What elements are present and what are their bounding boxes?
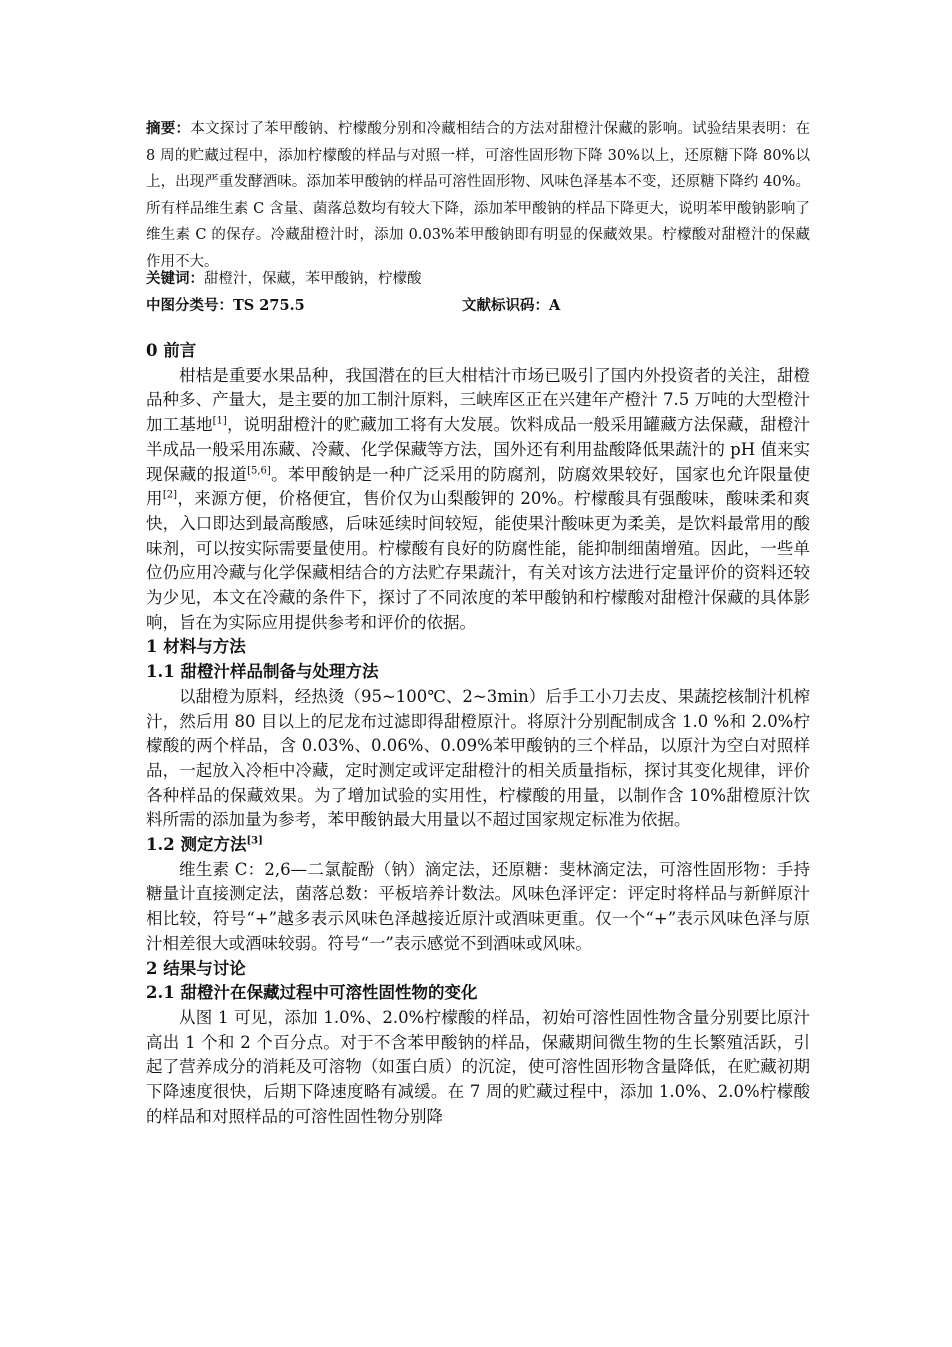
clc-number: 中图分类号：TS 275.5 — [146, 297, 305, 314]
citation: [1] — [212, 415, 227, 427]
keywords — [146, 267, 810, 291]
abstract-label: 摘要： — [146, 120, 191, 137]
classification-line — [146, 294, 810, 318]
paper-body — [146, 339, 810, 1130]
abstract-text: 本文探讨了苯甲酸钠、柠檬酸分别和冷藏相结合的方法对甜橙汁保藏的影响。试验结果表明：在 8 周的贮藏过程中，添加柠檬酸的样品与对照一样，可溶性固形物下降 30%以上，还原糖下降 80%以上，出现严重发酵酒味。添加苯甲酸钠的样品可溶性固形物、风味色泽基本不变，还原糖下降约 40%。所有样品维生素 C 含量、菌落总数均有较大下降，添加苯甲酸钠的样品下降更大，说明苯甲酸钠影响了维生素 C 的保存。冷藏甜橙汁时，添加 0.03%苯甲酸钠即有明显的保藏效果。柠檬酸对甜橙汁的保藏作用不大。 — [146, 121, 811, 270]
measurement-paragraph: 维生素 C：2,6—二氯靛酚（钠）滴定法，还原糖：斐林滴定法，可溶性固形物：手持糖量计直接测定法，菌落总数：平板培养计数法。风味色泽评定：评定时将样品与新鲜原汁相比较，符号“+”越多表示风味色泽越接近原汁或酒味更重。仅一个“+”表示风味色泽与原汁相差很大或酒味较弱。符号“一”表示感觉不到酒味或风味。 — [146, 859, 810, 953]
document-code: 文献标识码：A — [462, 297, 561, 314]
intro-text-part: 柑桔是重要水果品种，我国潜在的巨大柑桔汁市场已吸引了国内外投资者的关注，甜橙品种多、产量大，是主要的加工制汁原料，三峡库区正在兴建年产橙汁 7.5 万吨的大型橙汁加工基地 — [146, 365, 810, 435]
keywords-text: 甜橙汁，保藏，苯甲酸钠，柠檬酸 — [204, 271, 422, 287]
citation: [3] — [246, 835, 263, 847]
section-heading-methods: 1 材料与方法 — [146, 637, 246, 657]
intro-text-part: ，来源方便，价格便宜，售价仅为山梨酸钾的 20%。柠檬酸具有强酸味，酸味柔和爽快，入口即达到最高酸感，后味延续时间较短，能使果汁酸味更为柔美，是饮料最常用的酸味剂，可以按实际需要量使用。柠檬酸有良好的防腐性能，能抑制细菌增殖。因此，一些单位仍应用冷藏与化学保藏相结合的方法贮存果蔬汁，有关对该方法进行定量评价的资料还较为少见，本文在冷藏的条件下，探讨了不同浓度的苯甲酸钠和柠檬酸对甜橙汁保藏的具体影响，旨在为实际应用提供参考和评价的依据。 — [146, 489, 811, 632]
introduction-paragraph — [146, 364, 810, 636]
subsection-heading-measurement — [146, 833, 810, 858]
keywords-label: 关键词： — [146, 270, 204, 287]
measurement-heading-text: 1.2 测定方法 — [146, 835, 247, 855]
subsection-heading-sample-prep: 1.1 甜橙汁样品制备与处理方法 — [146, 662, 379, 682]
subsection-heading-soluble-solids: 2.1 甜橙汁在保藏过程中可溶性固性物的变化 — [146, 983, 478, 1003]
citation: [5,6] — [247, 465, 271, 477]
intro-text-part: ，说明甜橙汁的贮藏加工将有大发展。饮料成品一般采用罐藏方法保藏，甜橙汁半成品一般采用冻藏、冷藏、化学保藏等方法，国外还有利用盐酸降低果蔬汁的 pH 值来实现保藏的报道 — [146, 415, 811, 484]
section-heading-results: 2 结果与讨论 — [146, 958, 246, 978]
citation: [2] — [162, 489, 178, 501]
soluble-solids-paragraph: 从图 1 可见，添加 1.0%、2.0%柠檬酸的样品，初始可溶性固性物含量分别要比原汁高出 1 个和 2 个百分点。对于不含苯甲酸钠的样品，保藏期间微生物的生长繁殖活跃，引起了营养成分的消耗及可溶物（如蛋白质）的沉淀，使可溶性固形物含量降低，在贮藏初期下降速度很快，后期下降速度略有减缓。在 7 周的贮藏过程中，添加 1.0%、2.0%柠檬酸的样品和对照样品的可溶性固性物分别降 — [146, 1007, 810, 1126]
abstract — [146, 116, 810, 275]
intro-text-part: 。苯甲酸钠是一种广泛采用的防腐剂，防腐效果较好，国家也允许限量使用 — [146, 464, 811, 509]
section-heading-introduction: 0 前言 — [146, 341, 197, 360]
sample-prep-paragraph: 以甜橙为原料，经热烫（95~100℃、2~3min）后手工小刀去皮、果蔬挖核制汁机榨汁，然后用 80 目以上的尼龙布过滤即得甜橙原汁。将原汁分别配制成含 1.0 %和 2.0%柠檬酸的两个样品，含 0.03%、0.06%、0.09%苯甲酸钠的三个样品，以原汁为空白对照样品，一起放入冷柜中冷藏，定时测定或评定甜橙汁的相关质量指标，探讨其变化规律，评价各种样品的保藏效果。为了增加试验的实用性，柠檬酸的用量，以制作含 10%甜橙原汁饮料所需的添加量为参考，苯甲酸钠最大用量以不超过国家规定标准为依据。 — [146, 686, 810, 830]
